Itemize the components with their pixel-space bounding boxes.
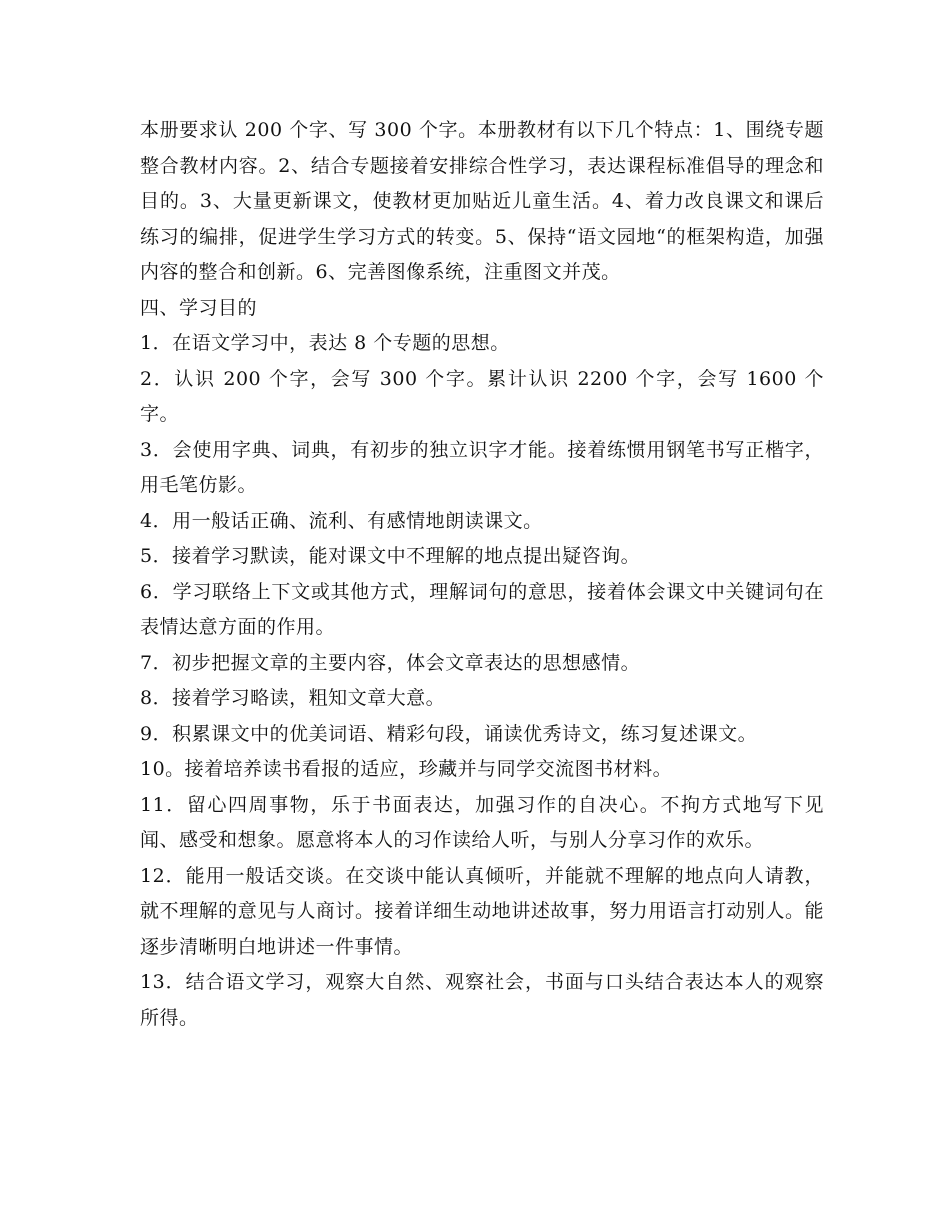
list-item: 2．认识 200 个字，会写 300 个字。累计认识 2200 个字，会写 1600 个字。 — [140, 367, 824, 425]
list-item: 6．学习联络上下文或其他方式，理解词句的意思，接着体会课文中关键词句在表情达意方面的作用。 — [140, 580, 824, 638]
list-item: 11．留心四周事物，乐于书面表达，加强习作的自决心。不拘方式地写下见闻、感受和想象。愿意将本人的习作读给人听，与别人分享习作的欢乐。 — [140, 793, 824, 851]
list-item: 13．结合语文学习，观察大自然、观察社会，书面与口头结合表达本人的观察所得。 — [140, 971, 824, 1029]
list-item: 7．初步把握文章的主要内容，体会文章表达的思想感情。 — [140, 651, 641, 674]
list-item: 4．用一般话正确、流利、有感情地朗读课文。 — [140, 509, 543, 532]
list-item: 3．会使用字典、词典，有初步的独立识字才能。接着练惯用钢笔书写正楷字，用毛笔仿影。 — [140, 438, 824, 496]
intro-paragraph: 本册要求认 200 个字、写 300 个字。本册教材有以下几个特点：1、围绕专题整合教材内容。2、结合专题接着安排综合性学习，表达课程标准倡导的理念和目的。3、大量更新课文，使教材更加贴近儿童生活。4、着力改良课文和课后练习的编排，促进学生学习方式的转变。5、保持“语文园地“的框架构造，加强内容的整合和创新。6、完善图像系统，注重图文并茂。 — [140, 119, 824, 283]
list-item: 1．在语文学习中，表达 8 个专题的思想。 — [140, 332, 510, 354]
list-item: 8．接着学习略读，粗知文章大意。 — [140, 687, 446, 709]
list-item: 10。接着培养读书看报的适应，珍藏并与同学交流图书材料。 — [140, 758, 673, 780]
list-item: 12．能用一般话交谈。在交谈中能认真倾听，并能就不理解的地点向人请教，就不理解的意见与人商讨。接着详细生动地讲述故事，努力用语言打动别人。能逐步清晰明白地讲述一件事情。 — [140, 864, 824, 958]
list-item: 5．接着学习默读，能对课文中不理解的地点提出疑咨询。 — [140, 545, 641, 567]
document-body — [140, 113, 824, 1036]
section-heading: 四、学习目的 — [140, 296, 258, 319]
list-item: 9．积累课文中的优美词语、精彩句段，诵读优秀诗文，练习复述课文。 — [140, 722, 758, 745]
